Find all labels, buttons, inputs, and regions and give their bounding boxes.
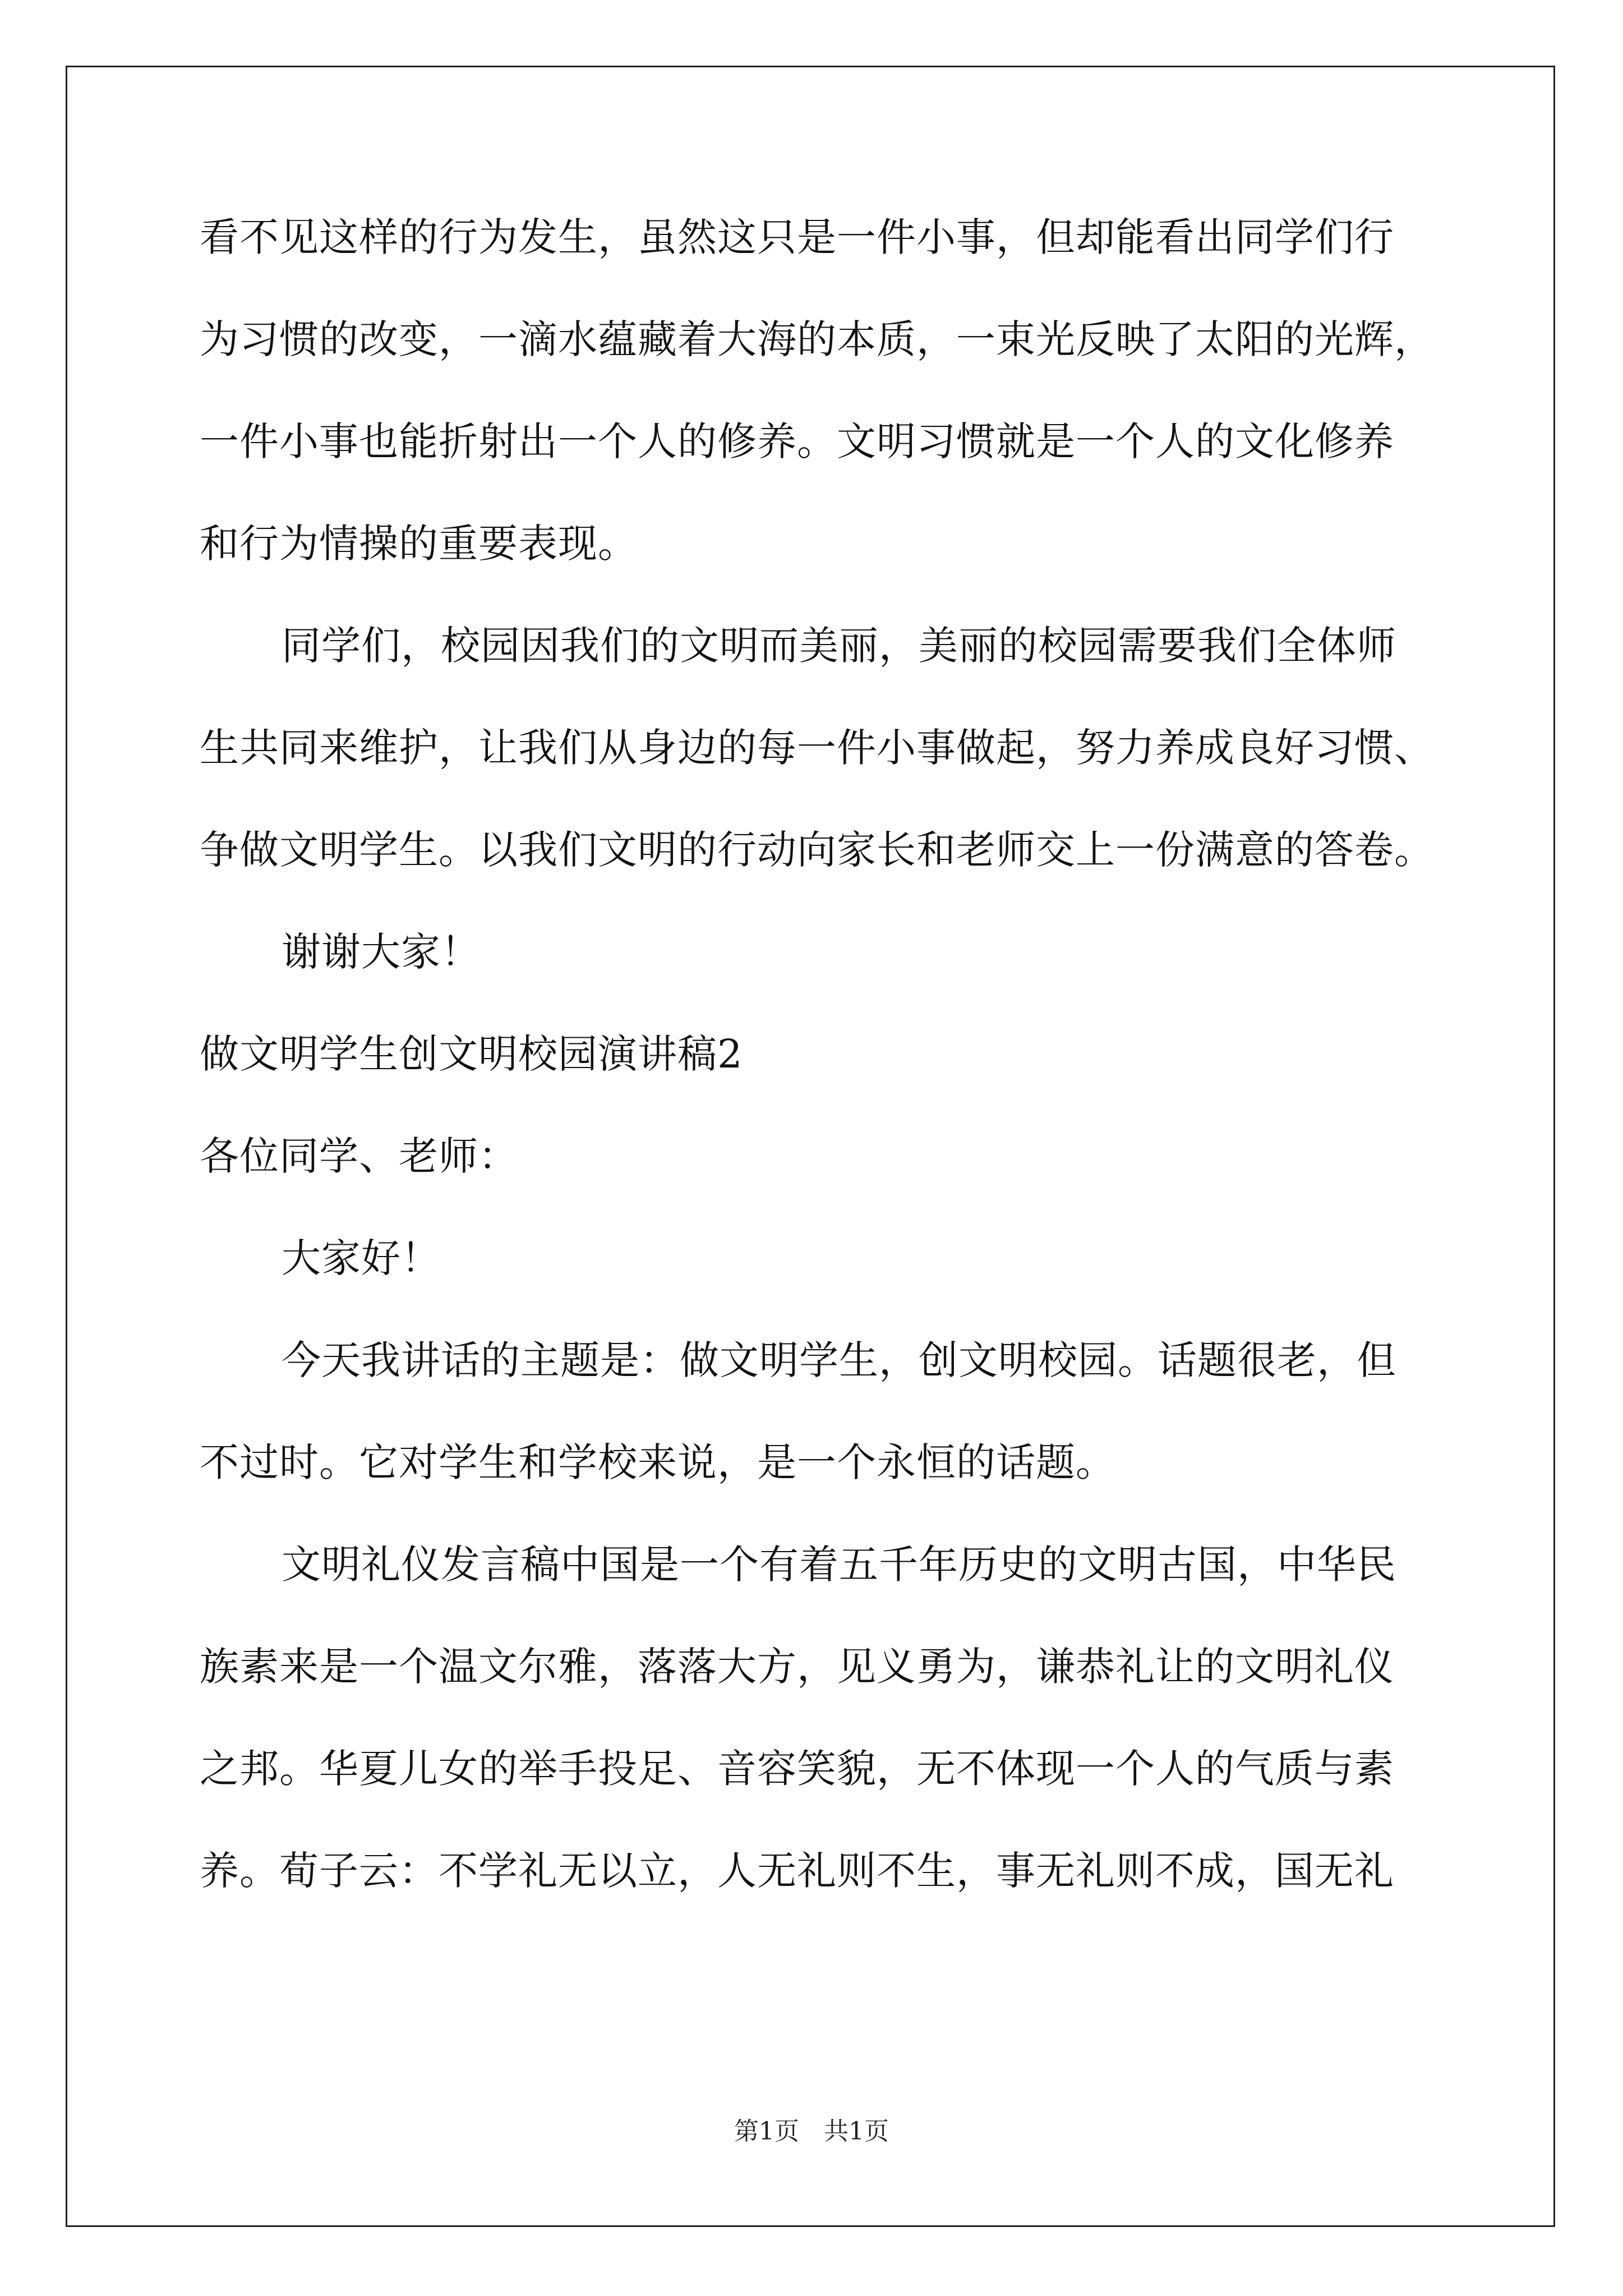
paragraph-start-line: 同学们，校园因我们的文明而美丽，美丽的校园需要我们全体师 xyxy=(282,623,1396,669)
page-number-footer: 第1页 共1页 xyxy=(734,2117,889,2146)
salutation: 各位同学、老师： xyxy=(200,1133,518,1179)
text-line: 和行为情操的重要表现。 xyxy=(200,521,638,567)
text-line: 看不见这样的行为发生，虽然这只是一件小事，但却能看出同学们行 xyxy=(200,214,1394,260)
paragraph-start-line: 文明礼仪发言稿中国是一个有着五千年历史的文明古国，中华民 xyxy=(282,1542,1396,1588)
text-line: 族素来是一个温文尔雅，落落大方，见义勇为，谦恭礼让的文明礼仪 xyxy=(200,1644,1394,1690)
paragraph-start-line: 今天我讲话的主题是：做文明学生，创文明校园。话题很老，但 xyxy=(282,1337,1396,1383)
text-line: 之邦。华夏儿女的举手投足、音容笑貌，无不体现一个人的气质与素 xyxy=(200,1746,1394,1792)
greeting: 大家好！ xyxy=(282,1235,441,1281)
text-line: 不过时。它对学生和学校来说，是一个永恒的话题。 xyxy=(200,1439,1115,1485)
closing-line: 谢谢大家！ xyxy=(282,929,481,975)
section-title: 做文明学生创文明校园演讲稿2 xyxy=(200,1031,743,1077)
text-line: 争做文明学生。以我们文明的行动向家长和老师交上一份满意的答卷。 xyxy=(200,827,1434,873)
text-line: 养。荀子云：不学礼无以立，人无礼则不生，事无礼则不成，国无礼 xyxy=(200,1848,1394,1894)
text-line: 一件小事也能折射出一个人的修养。文明习惯就是一个人的文化修养 xyxy=(200,418,1394,464)
text-line: 为习惯的改变，一滴水蕴藏着大海的本质，一束光反映了太阳的光辉， xyxy=(200,316,1434,362)
text-line: 生共同来维护，让我们从身边的每一件小事做起，努力养成良好习惯、 xyxy=(200,725,1434,771)
